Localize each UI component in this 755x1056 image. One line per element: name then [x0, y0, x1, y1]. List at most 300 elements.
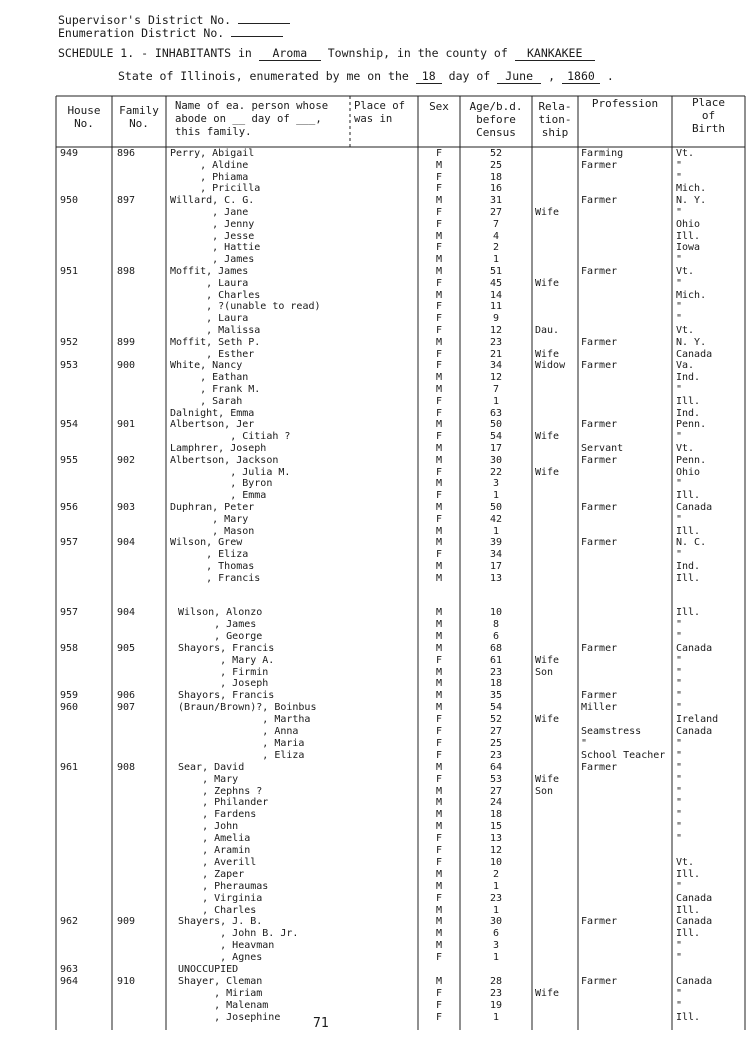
cell-birth: N. Y. — [676, 195, 707, 207]
cell-age: 3 — [492, 478, 500, 490]
cell-sex: F — [435, 277, 443, 289]
cell-name: , Hattie — [170, 242, 261, 254]
cell-house: 955 — [60, 454, 79, 466]
cell-name: , ?(unable to read) — [170, 301, 321, 313]
cell-age: 10 — [489, 607, 503, 618]
cell-name: , Philander — [178, 797, 269, 809]
supervisor-district-label: Supervisor's District No. — [58, 13, 232, 27]
enumeration-district-blank — [231, 25, 283, 37]
cell-family: 903 — [117, 502, 136, 513]
cell-sex: M — [435, 630, 443, 642]
cell-name: , Frank M. — [170, 384, 261, 395]
col-house-header: House No. — [67, 104, 101, 130]
cell-sex: F — [435, 407, 443, 419]
cell-family: 905 — [117, 642, 136, 654]
cell-name: Albertson, Jer — [170, 419, 255, 431]
cell-age: 23 — [489, 749, 503, 761]
cell-sex: M — [435, 230, 443, 242]
cell-name: , Averill — [178, 856, 257, 868]
cell-name: , Thomas — [170, 561, 255, 572]
cell-prof: Farmer — [581, 537, 618, 549]
cell-birth: Penn. — [676, 419, 707, 431]
cell-name: , George — [178, 630, 263, 642]
cell-age: 25 — [489, 737, 503, 749]
cell-name: , Zephns ? — [178, 785, 263, 797]
cell-age: 17 — [489, 561, 503, 572]
cell-house: 949 — [60, 148, 79, 159]
cell-house: 963 — [60, 964, 79, 975]
cell-sex: F — [435, 218, 443, 230]
cell-age: 19 — [489, 999, 503, 1011]
cell-birth: " — [676, 797, 683, 809]
cell-age: 23 — [489, 987, 503, 999]
cell-age: 23 — [489, 666, 503, 678]
enumeration-district-label: Enumeration District No. — [58, 26, 225, 40]
cell-age: 11 — [489, 301, 503, 313]
cell-sex: M — [435, 607, 443, 618]
cell-name: , Zaper — [178, 868, 245, 880]
cell-name: , Mary A. — [178, 654, 275, 666]
cell-sex: F — [435, 466, 443, 478]
cell-birth: Ind. — [676, 407, 701, 419]
cell-name: , Fardens — [178, 809, 257, 821]
cell-age: 21 — [489, 348, 503, 360]
col-place-header: Place of was in — [354, 100, 406, 125]
cell-name: Shayors, Francis — [178, 642, 275, 654]
cell-prof: Farming — [581, 148, 624, 159]
cell-sex: F — [435, 490, 443, 502]
cell-name: Lamphrer, Joseph — [170, 443, 267, 454]
cell-age: 50 — [489, 502, 503, 513]
cell-sex: F — [435, 714, 443, 726]
cell-sex: F — [435, 148, 443, 159]
cell-birth: " — [676, 666, 683, 678]
cell-name: , Miriam — [178, 987, 263, 999]
cell-prof: Farmer — [581, 336, 618, 348]
cell-birth: Ohio — [676, 466, 701, 478]
cell-birth: " — [676, 313, 683, 325]
cell-prof: Farmer — [581, 916, 618, 928]
day-suffix: day of — [448, 69, 491, 83]
cell-age: 13 — [489, 572, 503, 584]
cell-family: 900 — [117, 360, 136, 372]
cell-prof: Seamstress — [581, 726, 642, 737]
cell-name: Wilson, Alonzo — [178, 607, 263, 618]
cell-sex: M — [435, 678, 443, 690]
cell-birth: Ill. — [676, 904, 701, 916]
cell-birth: Ill. — [676, 928, 701, 940]
cell-sex: F — [435, 171, 443, 183]
cell-birth: Vt. — [676, 325, 695, 336]
cell-family: 906 — [117, 690, 136, 702]
cell-age: 18 — [489, 678, 503, 690]
cell-sex: F — [435, 207, 443, 218]
cell-birth: " — [676, 254, 683, 266]
cell-birth: " — [676, 630, 683, 642]
cell-family: 899 — [117, 336, 136, 348]
cell-name: , Jenny — [170, 218, 255, 230]
cell-sex: F — [435, 952, 443, 964]
cell-birth: " — [676, 987, 683, 999]
cell-age: 6 — [492, 630, 500, 642]
col-name-header: Name of ea. person whose abode on __ day of ___, this family. — [175, 100, 329, 138]
cell-rel: Wife — [535, 277, 560, 289]
cell-house: 957 — [60, 607, 79, 618]
cell-age: 1 — [492, 490, 500, 502]
cell-prof: Farmer — [581, 360, 618, 372]
cell-sex: M — [435, 454, 443, 466]
cell-name: , Byron — [170, 478, 273, 490]
cell-birth: Ill. — [676, 1011, 701, 1023]
cell-age: 1 — [492, 254, 500, 266]
cell-birth: " — [676, 690, 683, 702]
cell-rel: Son — [535, 785, 554, 797]
cell-birth: Canada — [676, 642, 713, 654]
cell-birth: " — [676, 785, 683, 797]
cell-birth: " — [676, 159, 683, 171]
cell-family: 904 — [117, 607, 136, 618]
cell-sex: M — [435, 561, 443, 572]
cell-name: Shayer, Cleman — [178, 975, 263, 987]
cell-birth: Vt. — [676, 266, 695, 277]
cell-sex: M — [435, 372, 443, 384]
cell-prof: Farmer — [581, 642, 618, 654]
cell-sex: F — [435, 325, 443, 336]
state-prefix: State of Illinois, enumerated by me on the — [118, 69, 409, 83]
cell-name: Dalnight, Emma — [170, 407, 255, 419]
cell-birth: Vt. — [676, 148, 695, 159]
cell-name: , Amelia — [178, 833, 251, 845]
cell-name: , Jane — [170, 207, 249, 218]
cell-family: 897 — [117, 195, 136, 207]
cell-rel: Widow — [535, 360, 566, 372]
cell-age: 17 — [489, 443, 503, 454]
cell-birth: " — [676, 513, 683, 525]
cell-age: 7 — [492, 218, 500, 230]
schedule-line — [58, 46, 595, 61]
cell-birth: " — [676, 549, 683, 561]
cell-name: , Malissa — [170, 325, 261, 336]
cell-house: 964 — [60, 975, 79, 987]
cell-age: 50 — [489, 419, 503, 431]
cell-name: Perry, Abigail — [170, 148, 255, 159]
cell-name: Moffit, James — [170, 266, 249, 277]
cell-house: 951 — [60, 266, 79, 277]
cell-birth: Ireland — [676, 714, 719, 726]
cell-rel: Dau. — [535, 325, 560, 336]
cell-name: Willard, C. G. — [170, 195, 255, 207]
cell-house: 954 — [60, 419, 79, 431]
cell-sex: M — [435, 666, 443, 678]
cell-name: , Firmin — [178, 666, 269, 678]
cell-birth: Canada — [676, 975, 713, 987]
cell-name: , Anna — [178, 726, 299, 737]
cell-birth: " — [676, 749, 683, 761]
cell-house: 961 — [60, 761, 79, 773]
cell-name: , James — [170, 254, 255, 266]
cell-birth: Ill. — [676, 395, 701, 407]
cell-birth: Ill. — [676, 868, 701, 880]
cell-name: Shayors, Francis — [178, 690, 275, 702]
cell-name: , Heavman — [178, 940, 275, 952]
cell-sex: F — [435, 749, 443, 761]
cell-age: 12 — [489, 325, 503, 336]
cell-rel: Wife — [535, 466, 560, 478]
cell-sex: M — [435, 761, 443, 773]
cell-birth: Ohio — [676, 218, 701, 230]
cell-prof: Miller — [581, 702, 618, 714]
cell-sex: M — [435, 975, 443, 987]
cell-rel: Son — [535, 666, 554, 678]
cell-sex: M — [435, 266, 443, 277]
cell-birth: Ill. — [676, 230, 701, 242]
cell-age: 45 — [489, 277, 503, 289]
cell-sex: M — [435, 336, 443, 348]
supervisor-district-blank — [238, 12, 290, 24]
cell-birth: " — [676, 833, 683, 845]
cell-rel: Wife — [535, 431, 560, 443]
cell-name: , Mary — [178, 773, 239, 785]
cell-birth: Ill. — [676, 572, 701, 584]
cell-birth: " — [676, 618, 683, 630]
cell-age: 61 — [489, 654, 503, 666]
cell-age: 12 — [489, 372, 503, 384]
cell-age: 35 — [489, 690, 503, 702]
month-value: June — [497, 69, 541, 84]
cell-name: Duphran, Peter — [170, 502, 255, 513]
cell-name: Sear, David — [178, 761, 245, 773]
cell-prof: Farmer — [581, 690, 618, 702]
cell-sex: M — [435, 880, 443, 892]
cell-age: 53 — [489, 773, 503, 785]
cell-sex: F — [435, 833, 443, 845]
cell-name: , Josephine — [178, 1011, 281, 1023]
cell-name: UNOCCUPIED — [178, 964, 239, 975]
cell-sex: M — [435, 443, 443, 454]
cell-sex: M — [435, 419, 443, 431]
cell-rel: Wife — [535, 714, 560, 726]
cell-age: 39 — [489, 537, 503, 549]
cell-name: , John — [178, 821, 239, 833]
cell-name: , Eathan — [170, 372, 249, 384]
cell-name: Shayers, J. B. — [178, 916, 263, 928]
enumeration-district-line — [58, 25, 283, 40]
page-number: 71 — [313, 1016, 329, 1031]
cell-prof: Servant — [581, 443, 624, 454]
cell-age: 9 — [492, 313, 500, 325]
cell-age: 16 — [489, 183, 503, 195]
cell-age: 22 — [489, 466, 503, 478]
cell-age: 25 — [489, 159, 503, 171]
cell-prof: Farmer — [581, 975, 618, 987]
cell-sex: F — [435, 348, 443, 360]
cell-birth: " — [676, 999, 683, 1011]
cell-sex: M — [435, 916, 443, 928]
cell-birth: " — [676, 207, 683, 218]
cell-birth: Va. — [676, 360, 695, 372]
cell-family: 908 — [117, 761, 136, 773]
cell-age: 52 — [489, 714, 503, 726]
cell-birth: Penn. — [676, 454, 707, 466]
cell-birth: " — [676, 301, 683, 313]
cell-name: , Julia M. — [170, 466, 291, 478]
cell-name: , Maria — [178, 737, 305, 749]
cell-age: 1 — [492, 880, 500, 892]
cell-rel: Wife — [535, 654, 560, 666]
cell-name: , James — [178, 618, 257, 630]
cell-prof: Farmer — [581, 195, 618, 207]
cell-age: 3 — [492, 940, 500, 952]
cell-name: , Martha — [178, 714, 311, 726]
cell-birth: " — [676, 761, 683, 773]
cell-birth: " — [676, 478, 683, 490]
cell-name: , Charles — [178, 904, 257, 916]
cell-age: 63 — [489, 407, 503, 419]
cell-sex: F — [435, 987, 443, 999]
cell-house: 960 — [60, 702, 79, 714]
cell-age: 18 — [489, 809, 503, 821]
cell-sex: F — [435, 999, 443, 1011]
cell-birth: " — [676, 737, 683, 749]
cell-family: 896 — [117, 148, 136, 159]
cell-sex: M — [435, 289, 443, 301]
cell-birth: " — [676, 171, 683, 183]
col-birthplace-header: Place of Birth — [691, 96, 726, 135]
cell-birth: " — [676, 809, 683, 821]
cell-name: , Aramin — [178, 845, 251, 856]
cell-age: 30 — [489, 916, 503, 928]
cell-family: 904 — [117, 537, 136, 549]
cell-name: , Francis — [170, 572, 261, 584]
cell-birth: " — [676, 431, 683, 443]
cell-house: 953 — [60, 360, 79, 372]
cell-sex: M — [435, 254, 443, 266]
cell-birth: Canada — [676, 726, 713, 737]
cell-sex: F — [435, 1011, 443, 1023]
cell-name: , Virginia — [178, 892, 263, 904]
cell-birth: Canada — [676, 348, 713, 360]
cell-prof: Farmer — [581, 454, 618, 466]
cell-age: 15 — [489, 821, 503, 833]
cell-age: 1 — [492, 525, 500, 537]
cell-age: 27 — [489, 207, 503, 218]
col-age-header: Age/b.d. before Census — [469, 100, 523, 139]
cell-birth: Vt. — [676, 856, 695, 868]
cell-birth: " — [676, 952, 683, 964]
cell-sex: M — [435, 904, 443, 916]
county-value: KANKAKEE — [515, 46, 595, 61]
cell-birth: " — [676, 773, 683, 785]
cell-sex: F — [435, 313, 443, 325]
cell-name: Albertson, Jackson — [170, 454, 279, 466]
cell-age: 10 — [489, 856, 503, 868]
cell-age: 54 — [489, 702, 503, 714]
cell-prof: Farmer — [581, 266, 618, 277]
cell-birth: Vt. — [676, 443, 695, 454]
cell-sex: M — [435, 195, 443, 207]
col-family-header: Family No. — [119, 104, 159, 130]
cell-age: 27 — [489, 785, 503, 797]
cell-age: 30 — [489, 454, 503, 466]
cell-sex: F — [435, 856, 443, 868]
cell-birth: Canada — [676, 892, 713, 904]
cell-sex: M — [435, 821, 443, 833]
cell-house: 950 — [60, 195, 79, 207]
cell-sex: M — [435, 384, 443, 395]
cell-rel: Wife — [535, 207, 560, 218]
cell-sex: F — [435, 431, 443, 443]
cell-sex: M — [435, 618, 443, 630]
cell-name: (Braun/Brown)?, Boinbus — [178, 702, 317, 714]
cell-family: 909 — [117, 916, 136, 928]
cell-name: , Esther — [170, 348, 255, 360]
cell-house: 952 — [60, 336, 79, 348]
cell-birth: " — [676, 880, 683, 892]
cell-name: , Emma — [170, 490, 267, 502]
cell-prof: School Teacher — [581, 749, 666, 761]
cell-age: 54 — [489, 431, 503, 443]
cell-rel: Wife — [535, 348, 560, 360]
cell-name: Moffit, Seth P. — [170, 336, 261, 348]
cell-age: 64 — [489, 761, 503, 773]
cell-age: 24 — [489, 797, 503, 809]
cell-sex: M — [435, 690, 443, 702]
cell-age: 1 — [492, 952, 500, 964]
cell-name: , Pheraumas — [178, 880, 269, 892]
cell-birth: Mich. — [676, 183, 707, 195]
cell-name: , Mason — [170, 525, 255, 537]
cell-birth: Ill. — [676, 525, 701, 537]
cell-sex: M — [435, 159, 443, 171]
cell-sex: M — [435, 502, 443, 513]
cell-sex: M — [435, 928, 443, 940]
cell-sex: M — [435, 785, 443, 797]
cell-sex: F — [435, 654, 443, 666]
township-suffix: Township, in the county of — [327, 46, 508, 60]
cell-house: 962 — [60, 916, 79, 928]
cell-age: 27 — [489, 726, 503, 737]
cell-age: 1 — [492, 1011, 500, 1023]
cell-birth: Ill. — [676, 490, 701, 502]
cell-birth: Ind. — [676, 561, 701, 572]
cell-rel: Wife — [535, 773, 560, 785]
cell-house: 957 — [60, 537, 79, 549]
cell-house: 956 — [60, 502, 79, 513]
cell-name: , Citiah ? — [170, 431, 291, 443]
cell-sex: F — [435, 513, 443, 525]
col-profession-header: Profession — [591, 97, 659, 110]
cell-age: 2 — [492, 242, 500, 254]
cell-name: , Jesse — [170, 230, 255, 242]
cell-name: , Pricilla — [170, 183, 261, 195]
cell-name: Wilson, Grew — [170, 537, 243, 549]
cell-name: , Eliza — [170, 549, 249, 561]
cell-family: 901 — [117, 419, 136, 431]
cell-sex: F — [435, 183, 443, 195]
cell-prof: Farmer — [581, 761, 618, 773]
cell-age: 28 — [489, 975, 503, 987]
cell-name: , Aldine — [170, 159, 249, 171]
cell-sex: F — [435, 845, 443, 856]
cell-sex: F — [435, 737, 443, 749]
cell-age: 18 — [489, 171, 503, 183]
cell-house: 959 — [60, 690, 79, 702]
state-line: State of Illinois, enumerated by me on the 18 day of June , 1860 . — [118, 69, 614, 83]
cell-name: , Joseph — [178, 678, 269, 690]
cell-birth: Canada — [676, 502, 713, 513]
cell-birth: Canada — [676, 916, 713, 928]
cell-sex: M — [435, 868, 443, 880]
